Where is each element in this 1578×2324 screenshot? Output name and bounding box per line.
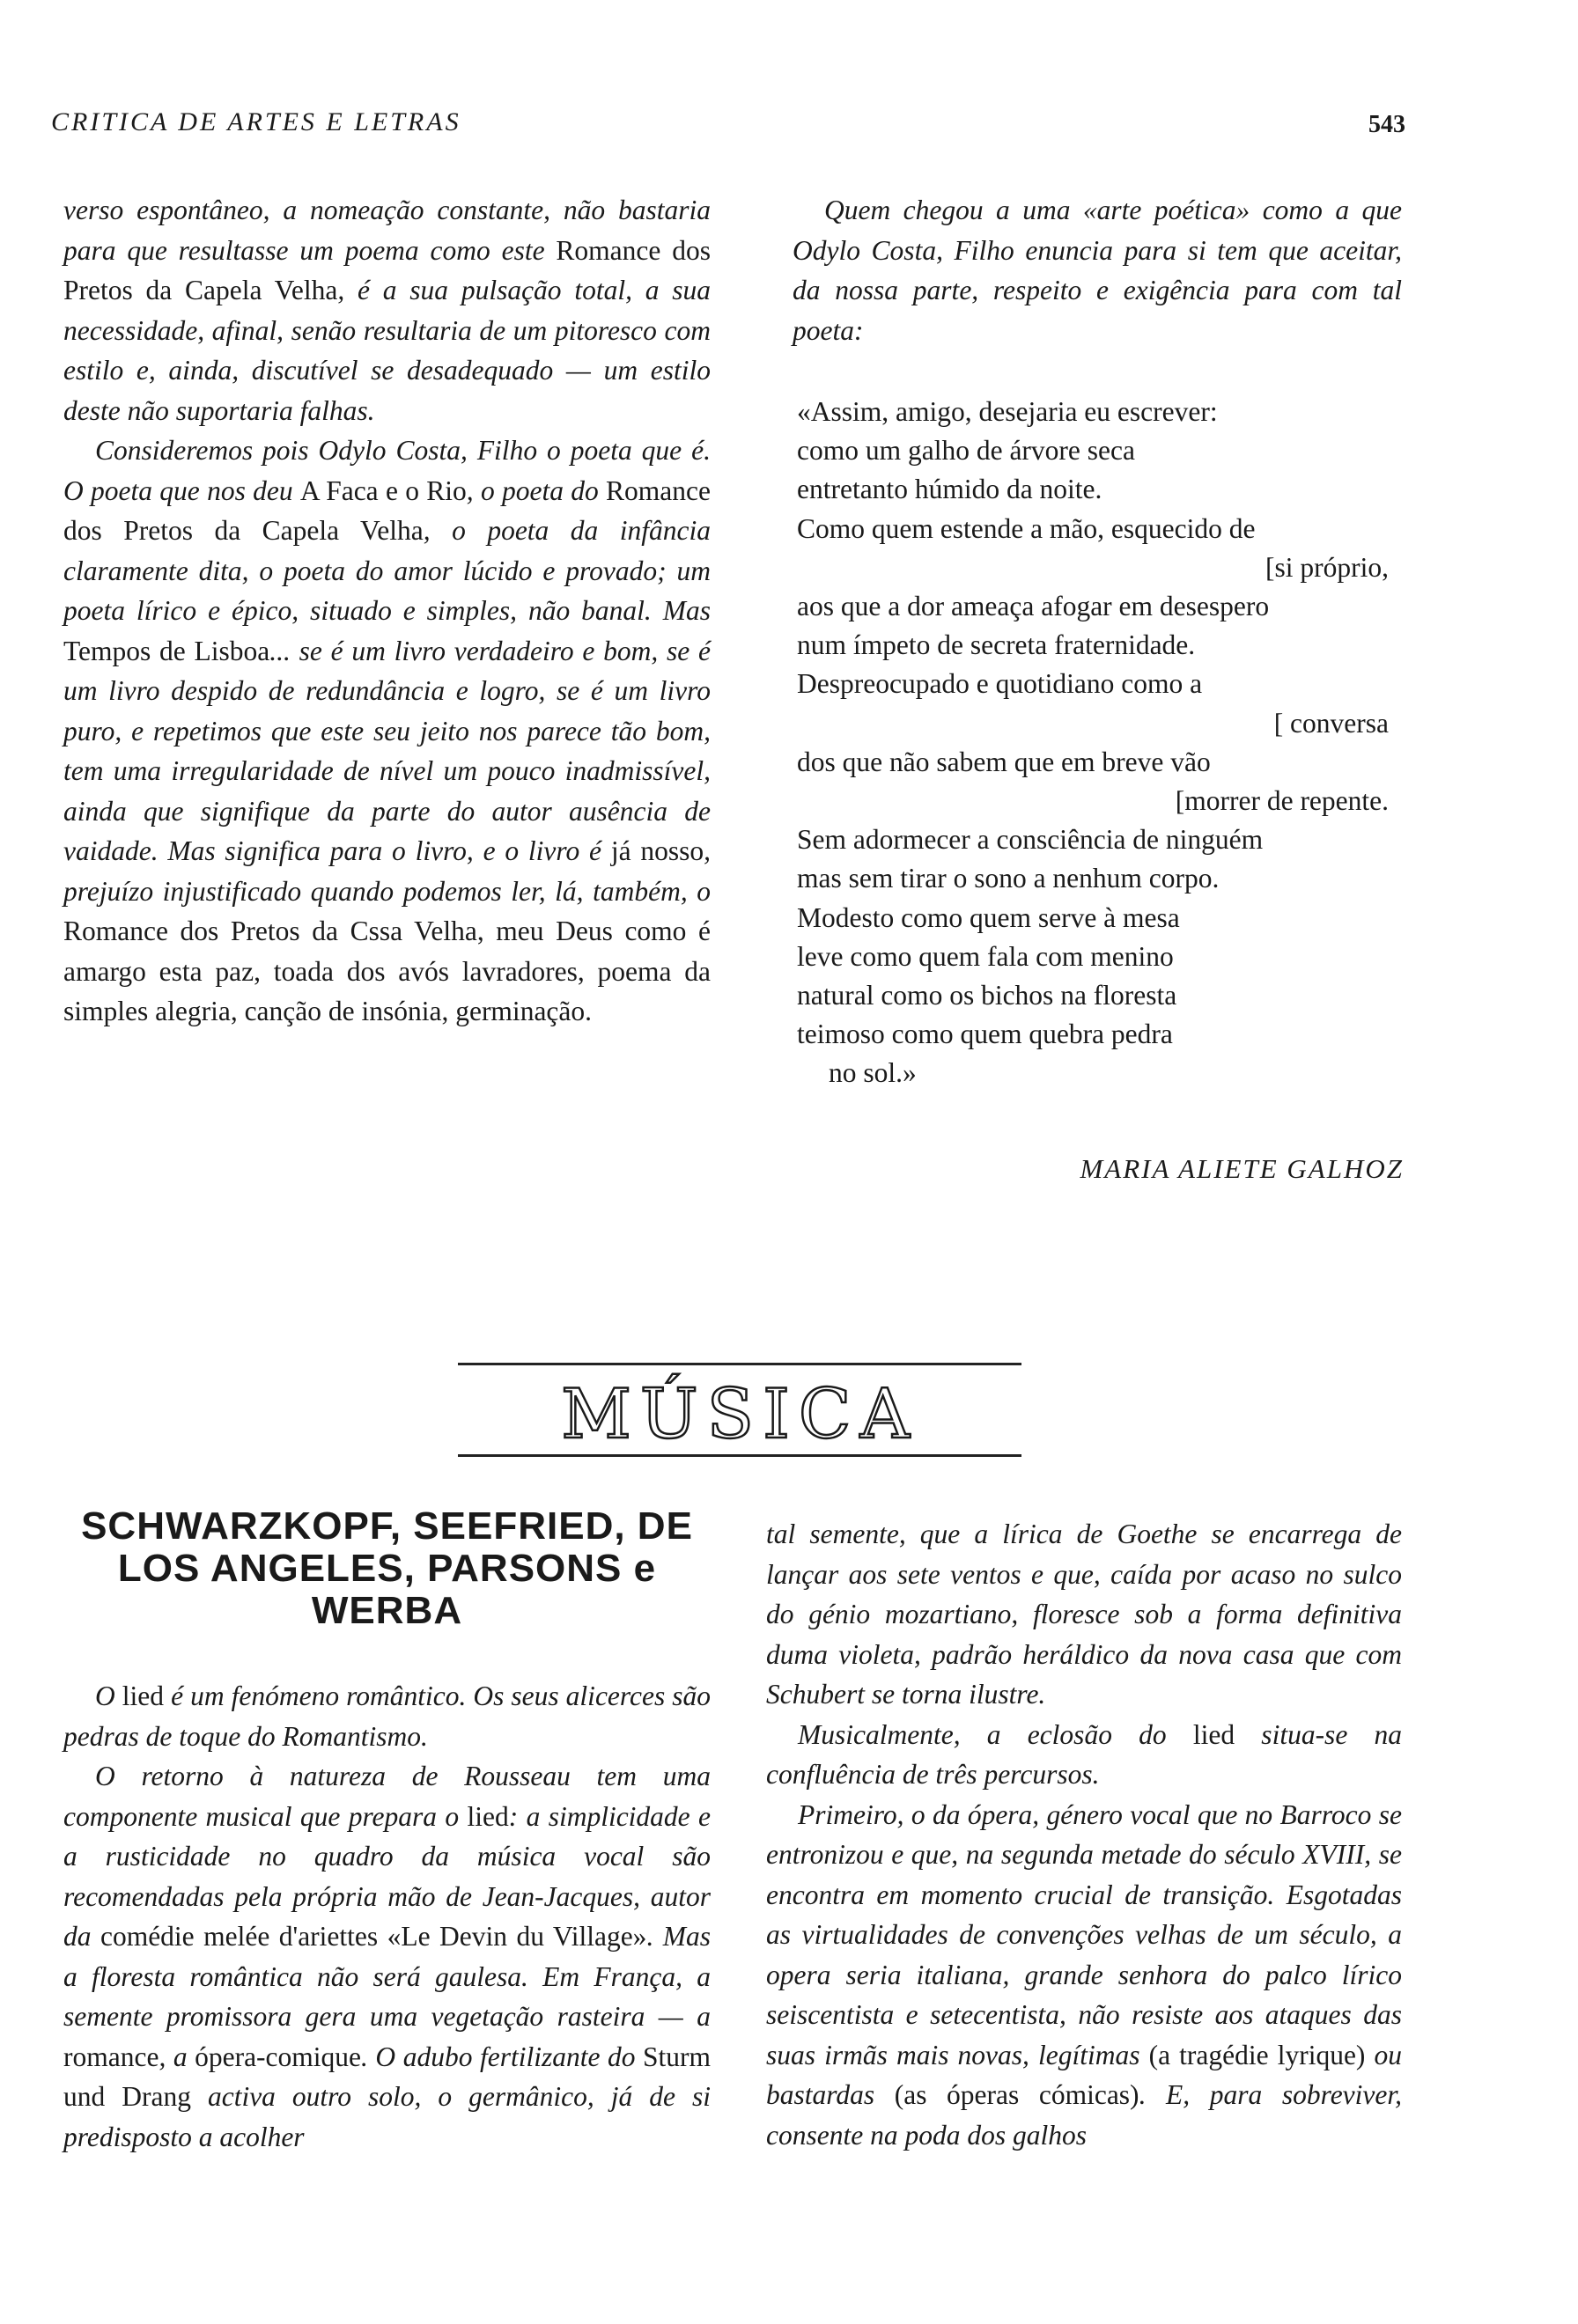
italic-text-run: Primeiro, o da ópera, género vocal que no Barroco se entronizou e que, na segunda metade do século XVIII, se encontra em momento crucial de transição. Esgotadas as virtualidades de convenções velhas de um século, a opera seria italiana, grande senhora do palco lírico seiscentista e setecentista, não resiste aos ataques das suas irmãs mais novas, legítimas <box>766 1798 1402 2070</box>
italic-text-run: ou bastardas <box>766 2039 1403 2110</box>
roman-text-run: romance <box>63 2041 159 2072</box>
page-number: 543 <box>1368 111 1405 138</box>
italic-text-run: O <box>95 1680 122 1711</box>
italic-text-run: , o poeta do <box>466 474 607 506</box>
paragraph <box>63 190 711 430</box>
paragraph <box>766 1795 1402 2156</box>
paragraph-intro: Quem chegou a uma «arte poética» como a que Odylo Costa, Filho enuncia para si tem que aceitar, da nossa parte, respeito e exigência para com tal poeta: <box>793 195 1402 346</box>
italic-text-run: O retorno à natureza de Rousseau tem uma componente musical que prepara o <box>63 1761 711 1832</box>
paragraph <box>766 1514 1402 1715</box>
paragraph <box>766 1715 1402 1795</box>
author-signature: MARIA ALIETE GALHOZ <box>1080 1153 1404 1184</box>
poem-line: no sol.» <box>829 1057 917 1089</box>
italic-text-run: situa-se na confluência de três percursos. <box>766 1718 1403 1790</box>
review-column-right <box>793 190 1402 350</box>
poem-line: num ímpeto de secreta fraternidade. <box>797 629 1196 661</box>
italic-text-run: , a <box>159 2041 195 2072</box>
poem-line: mas sem tirar o sono a nenhum corpo. <box>797 863 1220 894</box>
poem-line-continuation: [ conversa <box>1273 707 1389 739</box>
poem-line: aos que a dor ameaça afogar em desespero <box>797 591 1270 622</box>
poem-line-continuation: [si próprio, <box>1265 551 1389 583</box>
roman-text-run: lied <box>122 1680 165 1711</box>
poem-line: Como quem estende a mão, esquecido de <box>797 512 1256 544</box>
poem-line-continuation: [morrer de repente. <box>1175 785 1389 817</box>
review-column-left <box>63 190 711 1032</box>
article-title: SCHWARZKOPF, SEEFRIED, DE LOS ANGELES, PARSONS e WERBA <box>81 1504 693 1632</box>
poem-quotation <box>797 393 1396 1093</box>
poem-line: natural como os bichos na floresta <box>797 980 1177 1011</box>
roman-text-run: Tempos de Lisboa <box>63 635 270 666</box>
italic-text-run: Musicalmente, a eclosão do <box>798 1718 1193 1750</box>
paragraph <box>63 430 711 1032</box>
roman-text-run: lied <box>1192 1718 1235 1750</box>
italic-text-run: tal semente, que a lírica de Goethe se encarrega de lançar aos sete ventos e que, caída por acaso no sulco do génio mozartiano, floresce sob a forma definitiva duma violeta, padrão heráldico da nova casa que com Schubert se torna ilustre. <box>766 1519 1402 1710</box>
poem-line: Modesto como quem serve à mesa <box>797 901 1180 933</box>
roman-text-run: (as óperas cómicas) <box>894 2079 1139 2110</box>
roman-text-run: comédie melée d'ariettes «Le Devin du Village» <box>100 1921 647 1952</box>
poem-line: «Assim, amigo, desejaria eu escrever: <box>797 396 1218 427</box>
italic-text-run: verso espontâneo, a nomeação constante, não bastaria para que resultasse um poema como este <box>63 195 711 266</box>
roman-text-run: Romance dos Pretos da Cssa Velha, meu Deus como é amargo esta paz, toada dos avós lavradores, poema da simples alegria, canção de insónia, germinação. <box>63 916 711 1026</box>
roman-text-run: Romance dos Pretos da Capela Velha <box>63 234 711 305</box>
roman-text-run: ópera-comique <box>195 2041 362 2072</box>
paragraph <box>63 1676 711 1756</box>
roman-text-run: Sturm und Drang <box>63 2041 711 2112</box>
article-column-right <box>766 1514 1402 2155</box>
italic-text-run: é um fenómeno romântico. Os seus alicerces são pedras de toque do Romantismo. <box>63 1680 712 1752</box>
roman-text-run: já nosso <box>610 835 704 866</box>
poem-line: Sem adormecer a consciência de ninguém <box>797 824 1264 856</box>
section-rule-top <box>458 1363 1021 1365</box>
poem-line: leve como quem fala com menino <box>797 940 1174 972</box>
roman-text-run: A Faca e o Rio <box>299 474 467 506</box>
paragraph <box>63 1756 711 2157</box>
italic-text-run: , é a sua pulsação total, a sua necessidade, afinal, senão resultaria de um pitoresco com estilo e, ainda, discutível se desadequado — um estilo deste não suportaria falhas. <box>63 275 711 426</box>
poem-line: Despreocupado e quotidiano como a <box>797 668 1203 700</box>
roman-text-run: (a tragédie lyrique) <box>1148 2039 1366 2070</box>
roman-text-run: lied <box>467 1800 509 1832</box>
poem-line: teimoso como quem quebra pedra <box>797 1019 1173 1050</box>
section-rule-bottom <box>458 1454 1021 1457</box>
section-title: MÚSICA <box>561 1375 918 1454</box>
article-column-left <box>63 1676 711 2157</box>
italic-text-run: , prejuízo injustificado quando podemos ler, lá, também, o <box>63 835 711 907</box>
poem-line: como um galho de árvore seca <box>797 435 1135 467</box>
italic-text-run: Consideremos pois Odylo Costa, Filho o poeta que é. O poeta que nos deu <box>63 435 711 506</box>
italic-text-run: activa outro solo, o germânico, já de si predisposto a acolher <box>63 2081 711 2152</box>
poem-line: dos que não sabem que em breve vão <box>797 746 1211 777</box>
roman-text-run: Romance dos Pretos da Capela Velha <box>63 474 712 546</box>
italic-text-run: , o poeta da infância claramente dita, o poeta do amor lúcido e provado; um poeta lírico e épico, situado e simples, não banal. Mas <box>63 515 711 626</box>
italic-text-run: . O adubo fertilizante do <box>361 2041 643 2072</box>
running-title: CRITICA DE ARTES E LETRAS <box>51 107 461 136</box>
italic-text-run: . Mas a floresta romântica não será gaulesa. Em França, a semente promissora gera uma vegetação rasteira — a <box>63 1921 712 2032</box>
italic-text-run: : a simplicidade e a rusticidade no quadro da música vocal são recomendadas pela própria mão de Jean-Jacques, autor da <box>63 1800 711 1952</box>
italic-text-run: . E, para sobreviver, consente na poda dos galhos <box>766 2079 1403 2151</box>
italic-text-run: ... se é um livro verdadeiro e bom, se é um livro despido de redundância e logro, se é um livro puro, e repetimos que este seu jeito nos parece tão bom, tem uma irregularidade de nível um pouco inadmissível, ainda que signifique da parte do autor ausência de vaidade. Mas significa para o livro, e o livro é <box>63 635 712 866</box>
poem-line: entretanto húmido da noite. <box>797 474 1102 505</box>
